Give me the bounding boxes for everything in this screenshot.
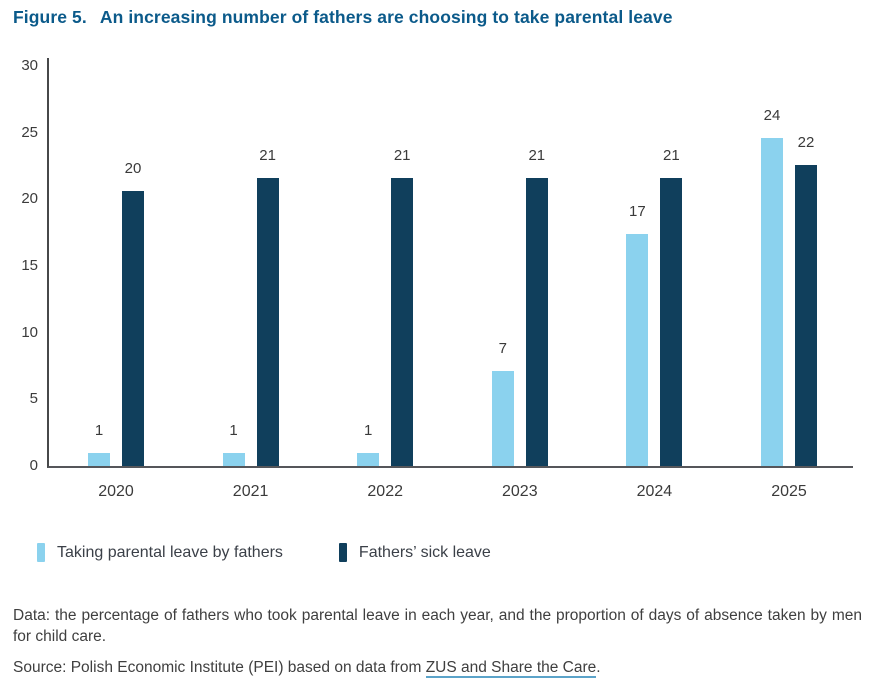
bar-sick-leave xyxy=(795,165,817,466)
bar-value-label: 1 xyxy=(364,421,373,439)
x-axis-label: 2021 xyxy=(232,483,269,500)
y-tick-label: 15 xyxy=(21,257,38,274)
bar-value-label: 24 xyxy=(763,107,781,124)
bar-value-label: 21 xyxy=(259,147,276,164)
bar-sick-leave xyxy=(391,178,413,466)
bar-value-label: 20 xyxy=(124,160,142,178)
y-tick-label: 5 xyxy=(29,390,38,408)
source-link[interactable]: ZUS and Share the Care xyxy=(425,659,597,676)
bar-value-label: 1 xyxy=(94,421,104,439)
bar-sick-leave xyxy=(122,191,144,466)
bar-value-label: 21 xyxy=(393,147,411,164)
y-tick-label: 10 xyxy=(21,323,38,341)
bar-value-label: 22 xyxy=(797,133,815,151)
bar-value-label: 17 xyxy=(629,203,646,220)
bar-parental-leave xyxy=(223,453,245,466)
legend-item-sick-leave xyxy=(339,543,491,562)
bar-parental-leave xyxy=(492,371,514,466)
chart-legend xyxy=(37,543,491,562)
bar-sick-leave xyxy=(526,178,548,466)
source-note-prefix: Source: Polish Economic Institute (PEI) based on data from xyxy=(13,659,426,676)
y-tick-label: 25 xyxy=(21,123,38,141)
bar-parental-leave xyxy=(88,453,110,466)
bar-value-label: 21 xyxy=(528,147,546,164)
bar-value-label: 21 xyxy=(663,147,680,164)
figure-title-text: An increasing number of fathers are choosing to take parental leave xyxy=(99,7,673,27)
figure-footer xyxy=(13,605,862,678)
source-note-suffix: . xyxy=(596,659,601,676)
bar-sick-leave xyxy=(257,178,279,466)
y-tick-label: 20 xyxy=(21,190,38,208)
legend-item-parental-leave xyxy=(37,543,283,562)
legend-label-parental-leave: Taking parental leave by fathers xyxy=(57,543,283,561)
source-note xyxy=(13,657,862,678)
x-axis-label: 2024 xyxy=(636,483,673,500)
legend-label-sick-leave: Fathers’ sick leave xyxy=(358,543,491,561)
bar-parental-leave xyxy=(761,138,783,466)
x-axis-label: 2023 xyxy=(502,483,538,500)
x-axis-label: 2020 xyxy=(98,483,134,500)
bar-value-label: 7 xyxy=(498,340,507,358)
data-note: Data: the percentage of fathers who took parental leave in each year, and the proportion of days of absence taken by men for child care. xyxy=(13,607,862,645)
figure-number: Figure 5. xyxy=(13,7,87,27)
bar-sick-leave xyxy=(660,178,682,466)
x-axis-label: 2025 xyxy=(771,483,807,500)
x-axis-label: 2022 xyxy=(367,483,403,500)
legend-swatch-sick-leave-icon xyxy=(339,543,347,562)
figure-title xyxy=(13,7,673,28)
y-tick-label: 0 xyxy=(29,457,38,474)
bar-parental-leave xyxy=(357,453,379,466)
plot-area xyxy=(21,57,853,500)
bar-value-label: 1 xyxy=(229,421,238,439)
bar-parental-leave xyxy=(626,234,648,466)
legend-swatch-parental-leave-icon xyxy=(37,543,45,562)
y-tick-label: 30 xyxy=(21,57,38,74)
